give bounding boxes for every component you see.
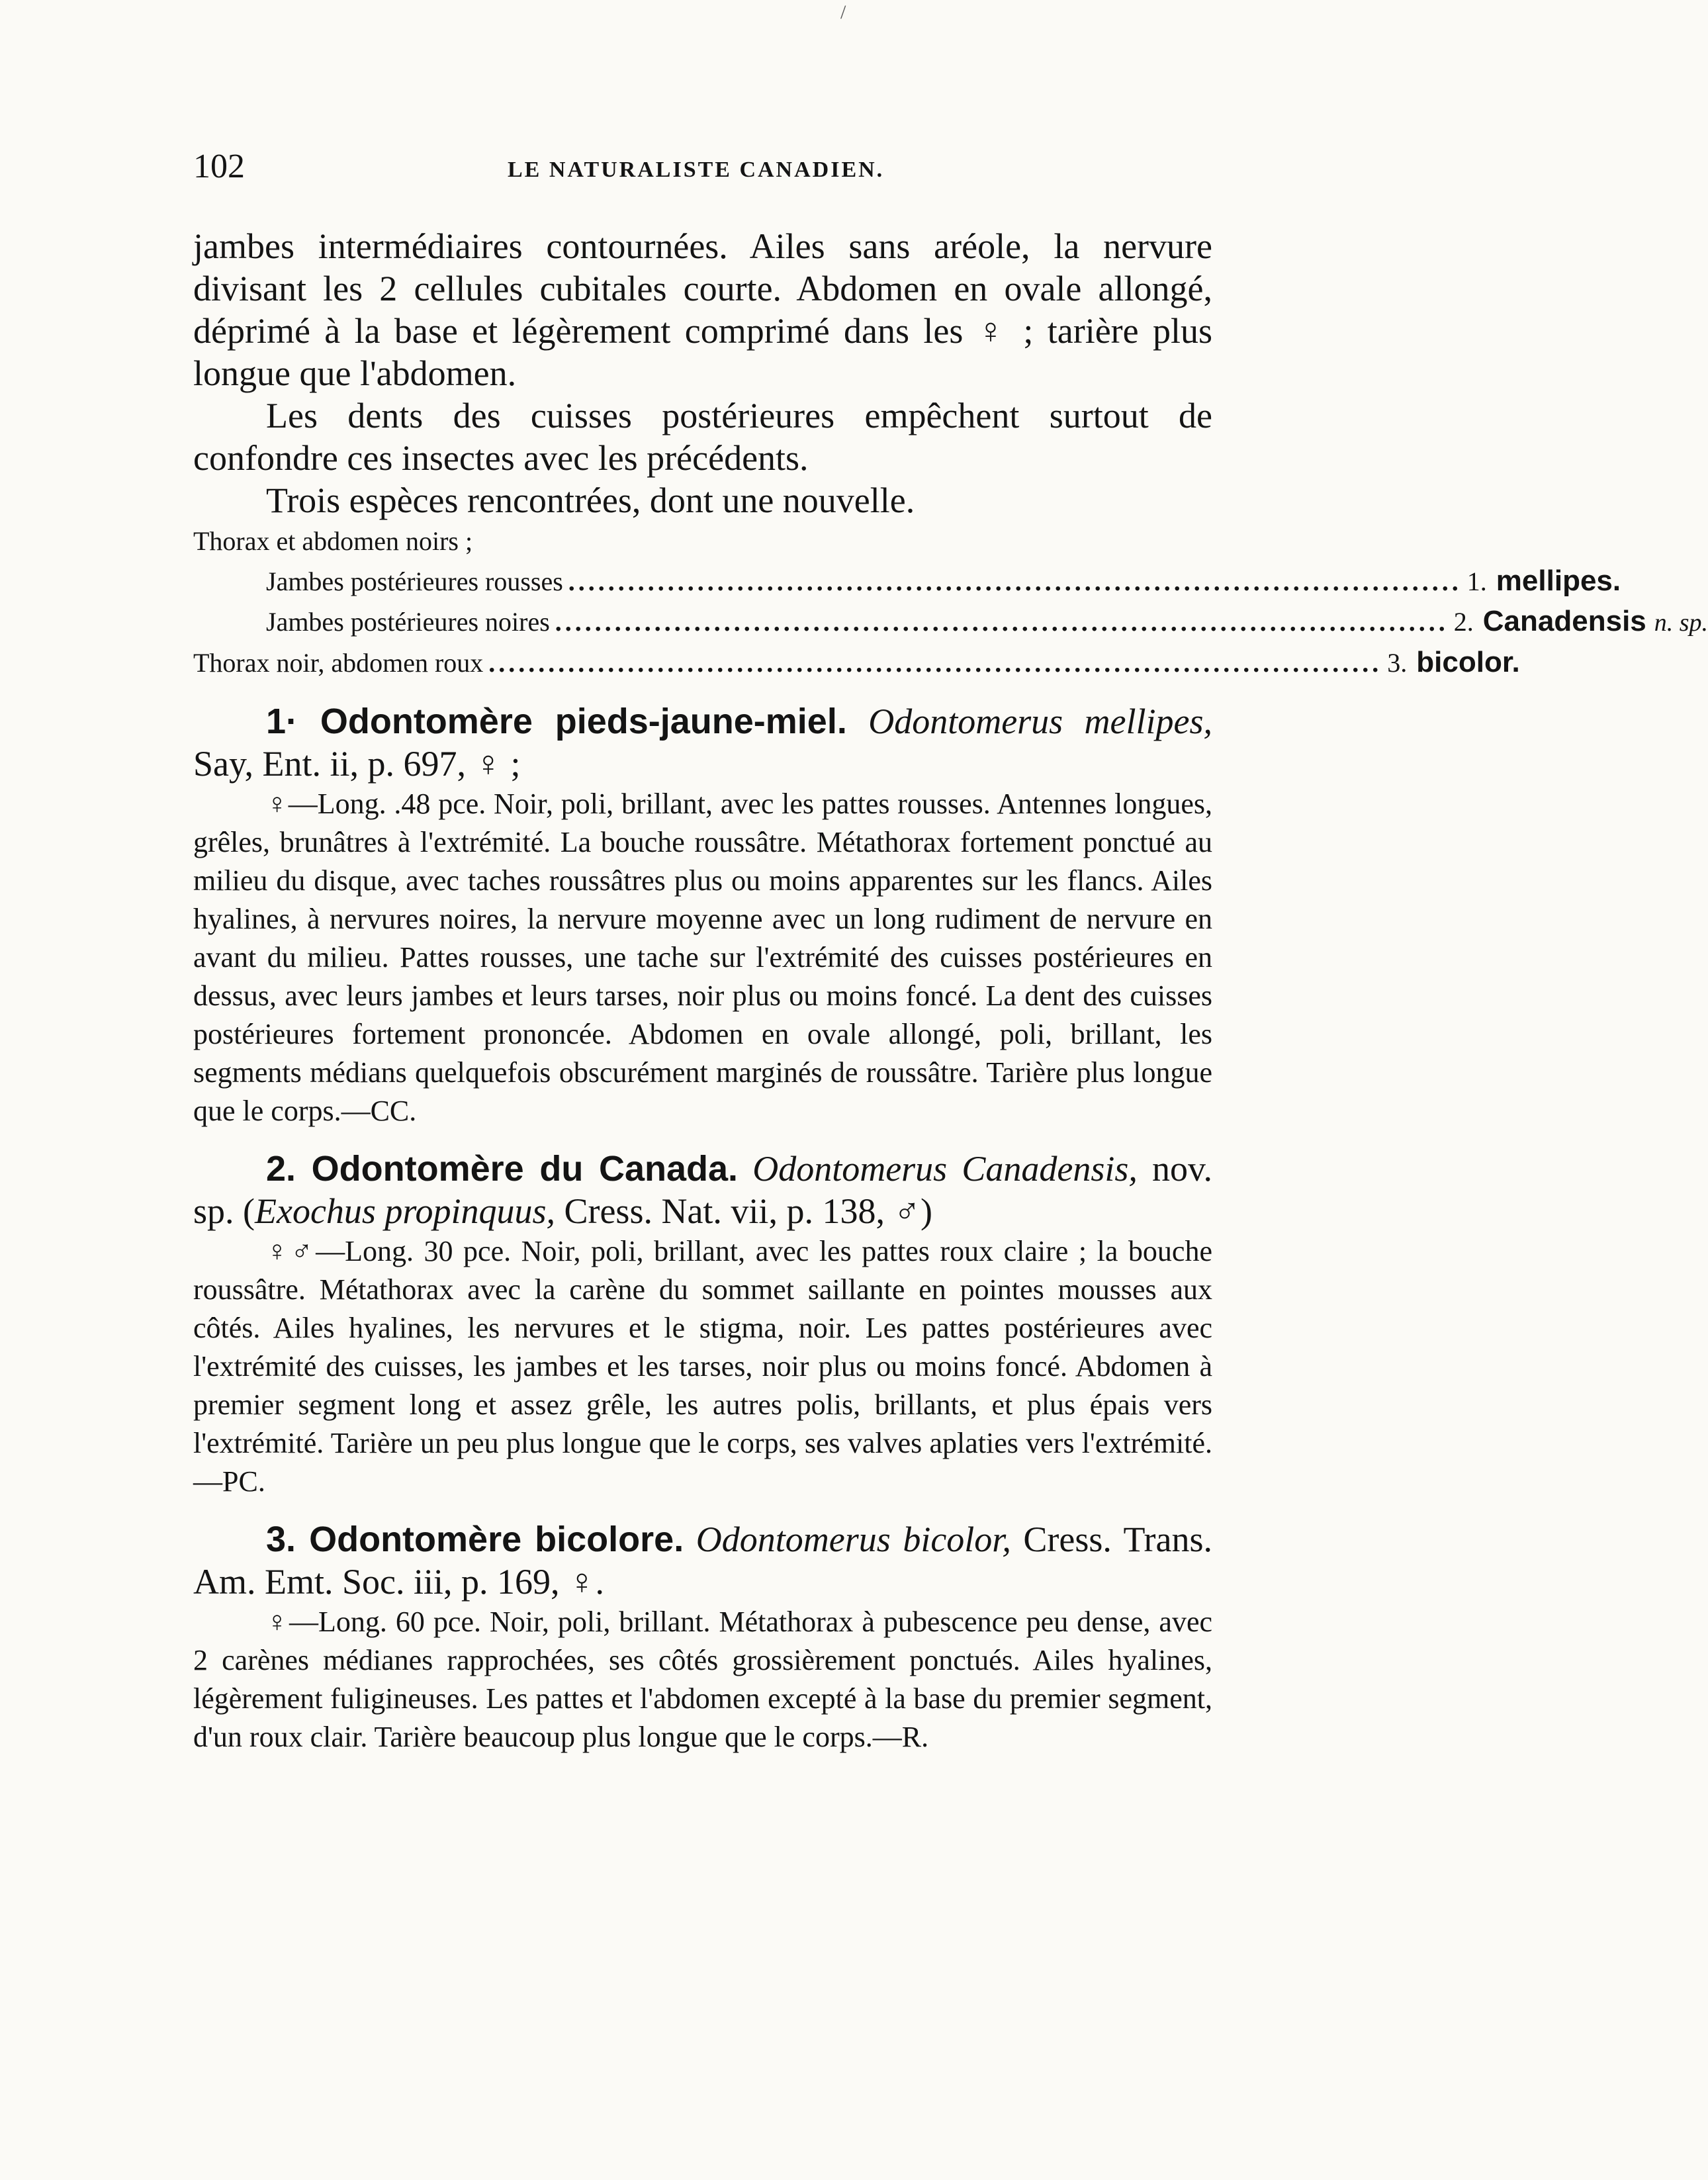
key-line-1 <box>193 522 1212 561</box>
species-1-heading: 1· Odontomère pieds-jaune-miel. Odontomerus mellipes, Say, Ent. ii, p. 697, ♀ ; <box>193 702 1213 784</box>
species-3-description: ♀—Long. 60 pce. Noir, poli, brillant. Métathorax à pubescence peu dense, avec 2 carènes médianes rapprochées, ses côtés grossièrement ponctués. Ailes hyalines, légèrement fuligineuses. Les pattes et l'abdomen excepté à la base du premier segment, d'un roux clair. Tarière beaucoup plus longue que le corps.—R. <box>193 1606 1212 1753</box>
intro-paragraph-2: Les dents des cuisses postérieures empêchent surtout de confondre ces insectes avec les précédents. <box>193 396 1212 478</box>
species-key <box>193 522 1708 683</box>
key-species-name: bicolor. <box>1416 646 1520 678</box>
species-3-heading: 3. Odontomère bicolore. Odontomerus bicolor, Cress. Trans. Am. Emt. Soc. iii, p. 169, ♀. <box>193 1520 1213 1602</box>
intro-paragraph-3: Trois espèces rencontrées, dont une nouvelle. <box>266 480 915 520</box>
species-2-heading: 2. Odontomère du Canada. Odontomerus Canadensis, nov. sp. (Exochus propinquus, Cress. Nat. vii, p. 138, ♂) <box>193 1149 1213 1231</box>
species-1-description: ♀—Long. .48 pce. Noir, poli, brillant, avec les pattes rousses. Antennes longues, grêles, brunâtres à l'extrémité. La bouche roussâtre. Métathorax fortement ponctué au milieu du disque, avec taches roussâtres plus ou moins apparentes sur les flancs. Ailes hyalines, à nervures noires, la nervure moyenne avec un long rudiment de nervure en avant du milieu. Pattes rousses, une tache sur l'extrémité des cuisses postérieures en dessus, avec leurs jambes et leurs tarses, noir plus ou moins foncé. La dent des cuisses postérieures fortement prononcée. Abdomen en ovale allongé, poli, brillant, les segments médians quelquefois obscurément marginés de roussâtre. Tarière plus longue que le corps.—CC. <box>193 788 1212 1127</box>
key-line-1-text: Thorax et abdomen noirs ; <box>193 526 473 556</box>
page-header <box>193 147 1212 193</box>
page-body <box>193 225 1708 1756</box>
key-entry: Jambes postérieures rousses .......................................................................................... 1. mellipes. <box>193 561 1212 602</box>
species-2-description: ♀♂—Long. 30 pce. Noir, poli, brillant, avec les pattes roux claire ; la bouche roussâtre. Métathorax avec la carène du sommet saillante en pointes mousses aux côtés. Ailes hyalines, les nervures et le stigma, noir. Les pattes postérieures avec l'extrémité des cuisses, les jambes et les tarses, noir plus ou moins foncé. Abdomen à premier segment long et assez grêle, les autres polis, brillants, et plus épais vers l'extrémité. Tarière un peu plus longue que le corps, ses valves aplaties vers l'extrémité.—PC. <box>193 1235 1212 1498</box>
key-entry: Jambes postérieures noires .......................................................................................... 2. Canadensis n. sp. <box>193 602 1212 643</box>
scan-speck: / <box>840 1 846 23</box>
key-entry: Thorax noir, abdomen roux .......................................................................................... 3. bicolor. <box>193 643 1212 683</box>
page-number: 102 <box>193 148 245 185</box>
intro-paragraph-1: jambes intermédiaires contournées. Ailes sans aréole, la nervure divisant les 2 cellules cubitales courte. Abdomen en ovale allongé, déprimé à la base et légèrement comprimé dans les ♀ ; tarière plus longue que l'abdomen. <box>193 226 1212 393</box>
key-species-name: Canadensis <box>1482 605 1646 637</box>
running-title: LE NATURALISTE CANADIEN. <box>508 158 885 182</box>
key-species-abbr: n. sp. <box>1654 609 1708 637</box>
key-species-name: mellipes. <box>1496 565 1621 597</box>
